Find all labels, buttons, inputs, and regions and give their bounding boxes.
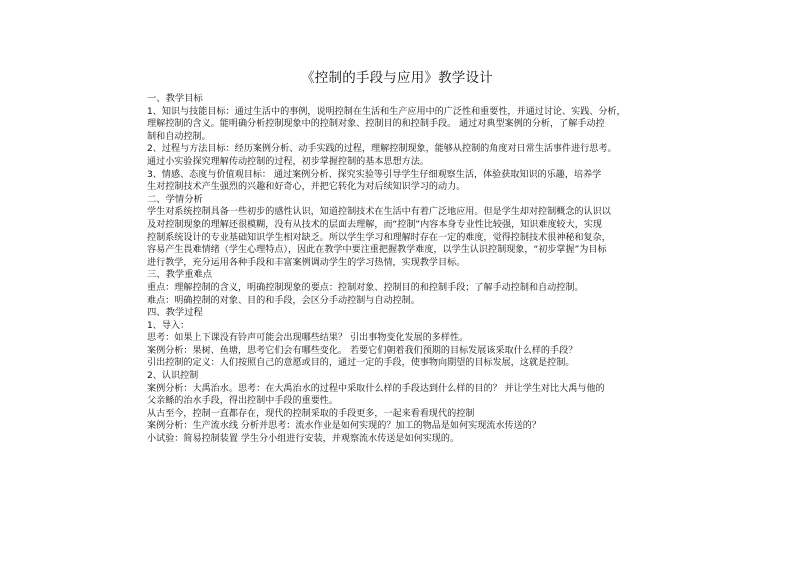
text-line: 父亲鲧的治水手段，得出控制中手段的重要性。 <box>147 396 338 407</box>
text-line: 小试验：简易控制装置 学生分小组进行安装，并观察流水传送是如何实现的。 <box>147 434 460 445</box>
text-line: 进行教学，充分运用各种手段和丰富案例调动学生的学习热情，实现教学目标。 <box>147 257 466 268</box>
text-line: 引出控制的定义：人们按照自己的意愿或目的，通过一定的手段，使事物向期望的目标发展，这就是控制。 <box>147 358 575 369</box>
text-line: 难点：明确控制的对象、目的和手段，会区分手动控制与自动控制。 <box>147 295 420 306</box>
text-line: 从古至今，控制一直都存在，现代的控制采取的手段更多，一起来看看现代的控制 <box>147 408 475 419</box>
section-heading: 四、教学过程 <box>147 307 203 319</box>
text-line: 1、知识与技能目标：通过生活中的事例，说明控制在生活和生产应用中的广泛性和重要性，并通过讨论、实践、分析， <box>147 106 626 117</box>
text-line: 案例分析：生产流水线 分析并思考：流水作业是如何实现的？加工的物品是如何实现流水传送的？ <box>147 421 541 432</box>
text-line: 生对控制技术产生强烈的兴趣和好奇心，并把它转化为对后续知识学习的动力。 <box>147 182 466 193</box>
text-line: 容易产生畏难情绪（学生心理特点），因此在教学中要注重把握教学难度，以学生认识控制现象，“初步掌握”为目标 <box>147 245 607 256</box>
section-heading: 三、教学重难点 <box>147 269 213 281</box>
text-line: 通过小实验探究理解传动控制的过程，初步掌握控制的基本思想方法。 <box>147 156 429 167</box>
text-line: 及对控制现象的理解还很模糊，没有从技术的层面去理解，而“控制”内容本身专业性比较强，知识难度较大，实现 <box>147 219 603 230</box>
text-line: 重点：理解控制的含义，明确控制现象的要点：控制对象、控制目的和控制手段；了解手动控制和自动控制。 <box>147 282 584 293</box>
document-body <box>147 93 662 446</box>
text-line: 2、过程与方法目标：经历案例分析、动手实践的过程，理解控制现象，能够从控制的角度对日常生活事件进行思考。 <box>147 144 617 155</box>
section-heading: 二、学情分析 <box>147 193 203 205</box>
text-line: 3、情感、态度与价值观目标： 通过案例分析、探究实验等引导学生仔细观察生活，体验获取知识的乐趣，培养学 <box>147 169 602 180</box>
text-line: 理解控制的含义。能明确分析控制现象中的控制对象、控制目的和控制手段。 通过对典型案例的分析，了解手动控 <box>147 119 605 130</box>
text-line: 学生对系统控制具备一些初步的感性认识，知道控制技术在生活中有着广泛地应用。但是学生却对控制概念的认识以 <box>147 207 611 218</box>
section-heading: 一、教学目标 <box>147 93 203 104</box>
text-line: 1、导入： <box>147 320 190 331</box>
text-line: 控制系统设计的专业基础知识学生相对缺乏。所以学生学习和理解时存在一定的难度，觉得控制技术很神秘和复杂， <box>147 232 611 243</box>
text-line: 案例分析：果树、鱼塘，思考它们会有哪些变化。 若要它们朝着我们预期的目标发展该采取什么样的手段？ <box>147 345 578 356</box>
text-line: 2、认识控制 <box>147 371 199 382</box>
document-title: 《控制的手段与应用》教学设计 <box>301 70 493 86</box>
text-line: 案例分析：大禹治水。思考：在大禹治水的过程中采取什么样的手段达到什么样的目的？ 并让学生对比大禹与他的 <box>147 383 605 394</box>
text-line: 思考：如果上下课没有铃声可能会出现哪些结果？ 引出事物变化发展的多样性。 <box>147 333 469 344</box>
text-line: 制和自动控制。 <box>147 131 211 142</box>
